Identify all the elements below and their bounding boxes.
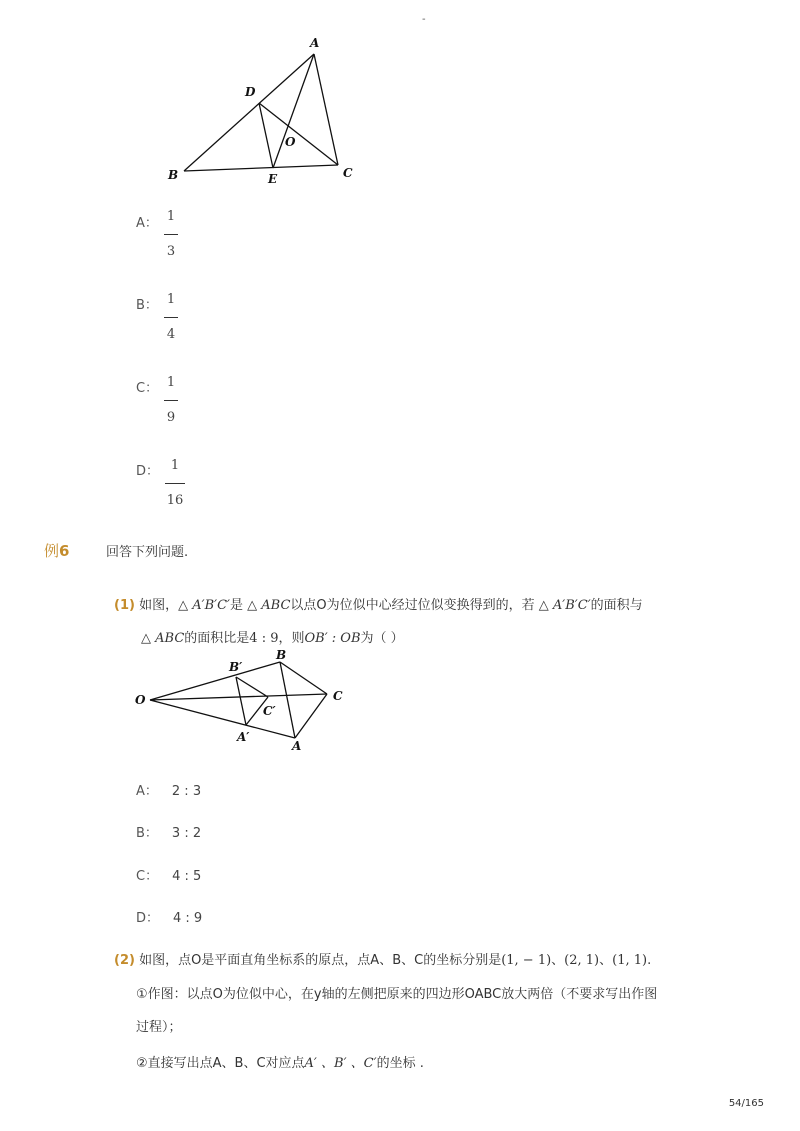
option-a-label[interactable]: A： <box>136 216 158 231</box>
option-a-denominator: 3 <box>166 244 176 259</box>
segment-bc <box>184 165 338 171</box>
label-d: D <box>245 85 256 99</box>
fraction-bar <box>164 234 178 235</box>
q1-line1 <box>114 594 643 613</box>
triangle-symbol: △ <box>534 598 553 613</box>
option-d-label[interactable]: D： <box>136 464 160 479</box>
figure-triangle-abc <box>160 30 370 195</box>
option-c-numerator: 1 <box>166 375 176 390</box>
q2-line3: 过程）； <box>136 1020 182 1035</box>
q1-text: 的面积比是 <box>184 631 250 646</box>
q2-text: ②直接写出点A、B、C对应点 <box>136 1056 305 1071</box>
ray-oc <box>150 694 327 700</box>
option-b-fraction <box>164 292 178 343</box>
option-label: B： <box>136 826 158 841</box>
label-e: E <box>268 172 278 186</box>
label-o: O <box>285 135 296 149</box>
ray-ob <box>150 662 280 700</box>
math-coordinates: (1, − 1)、(2, 1)、(1, 1) <box>501 953 648 968</box>
page-number: 54/165 <box>728 1098 764 1109</box>
option-b-label[interactable]: B： <box>136 298 158 313</box>
q2-line4 <box>136 1052 424 1071</box>
q1-option-d[interactable] <box>136 907 202 926</box>
option-label: C： <box>136 869 159 884</box>
option-c-denominator: 9 <box>166 410 176 425</box>
q1-option-b[interactable] <box>136 822 201 841</box>
segment-ca <box>295 694 327 738</box>
label-b-prime: B′ <box>229 660 243 674</box>
label-c: C <box>343 166 353 180</box>
option-b-numerator: 1 <box>166 292 176 307</box>
q1-option-c[interactable] <box>136 865 201 884</box>
example-label <box>44 540 69 561</box>
math-primes: A′ 、B′ 、C′ <box>304 1056 377 1071</box>
math-a1b1c1: A′B′C′ <box>192 598 230 613</box>
option-c-label[interactable]: C： <box>136 381 159 396</box>
label-c: C <box>333 689 343 703</box>
label-a: A <box>310 36 320 50</box>
math-abc: ABC <box>261 598 291 613</box>
option-value: 3 : 2 <box>171 826 202 841</box>
fraction-bar <box>164 317 178 318</box>
triangle-symbol: △ <box>141 631 156 646</box>
segment-ba <box>184 54 314 171</box>
q2-text: . <box>647 953 652 968</box>
option-value: 4 : 9 <box>173 911 203 926</box>
option-b-denominator: 4 <box>166 327 176 342</box>
q1-option-a[interactable] <box>136 780 201 799</box>
segment-b1a1 <box>236 677 246 725</box>
q1-number: (1) <box>114 598 135 613</box>
math-ratio: 4 : 9 <box>249 631 279 646</box>
label-c-prime: C′ <box>263 704 276 718</box>
q1-text: 如图， <box>139 598 179 613</box>
option-d-numerator: 1 <box>170 458 180 473</box>
triangle-symbol: △ <box>178 598 193 613</box>
option-d-fraction <box>165 458 185 509</box>
example-prefix: 例 <box>44 542 60 560</box>
fraction-bar <box>164 400 178 401</box>
math-abc: ABC <box>155 631 185 646</box>
segment-b1c1 <box>236 677 268 697</box>
segment-ba <box>280 662 295 738</box>
triangle-symbol: △ <box>243 598 262 613</box>
option-a-fraction <box>164 209 178 260</box>
option-a-numerator: 1 <box>166 209 176 224</box>
option-label: D： <box>136 911 160 926</box>
math-a1b1c1: A′B′C′ <box>552 598 591 613</box>
q1-text: 以点O为位似中心经过位似变换得到的，若 <box>290 598 535 613</box>
label-o: O <box>135 693 146 707</box>
q2-text: 的坐标 . <box>376 1056 424 1071</box>
label-a: A <box>292 739 302 753</box>
top-mark: - <box>422 14 426 25</box>
fraction-bar <box>165 483 185 484</box>
option-d-denominator: 16 <box>166 493 184 508</box>
segment-ae <box>273 54 314 168</box>
segment-bc <box>280 662 327 694</box>
figure-homothety <box>130 648 360 758</box>
label-a-prime: A′ <box>237 730 250 744</box>
option-value: 2 : 3 <box>171 784 202 799</box>
q1-text: 为（ ） <box>360 631 404 646</box>
q2-text: 如图，点O是平面直角坐标系的原点，点A、B、C的坐标分别是 <box>139 953 502 968</box>
label-b: B <box>276 648 287 662</box>
q1-text: ，则 <box>278 631 305 646</box>
example-number: 6 <box>59 542 70 560</box>
q1-text: 的面积与 <box>590 598 643 613</box>
option-label: A： <box>136 784 158 799</box>
option-value: 4 : 5 <box>172 869 202 884</box>
q2-number: (2) <box>114 953 135 968</box>
math-ob-ratio: OB′ : OB <box>304 631 361 646</box>
q1-text: 是 <box>229 598 243 613</box>
q2-line2: ①作图：以点O为位似中心，在y轴的左侧把原来的四边形OABC放大两倍（不要求写出作图 <box>136 987 658 1002</box>
q1-line2 <box>141 627 404 646</box>
q2-line1 <box>114 949 651 968</box>
label-b: B <box>168 168 179 182</box>
example-title: 回答下列问题. <box>106 545 189 560</box>
option-c-fraction <box>164 375 178 426</box>
